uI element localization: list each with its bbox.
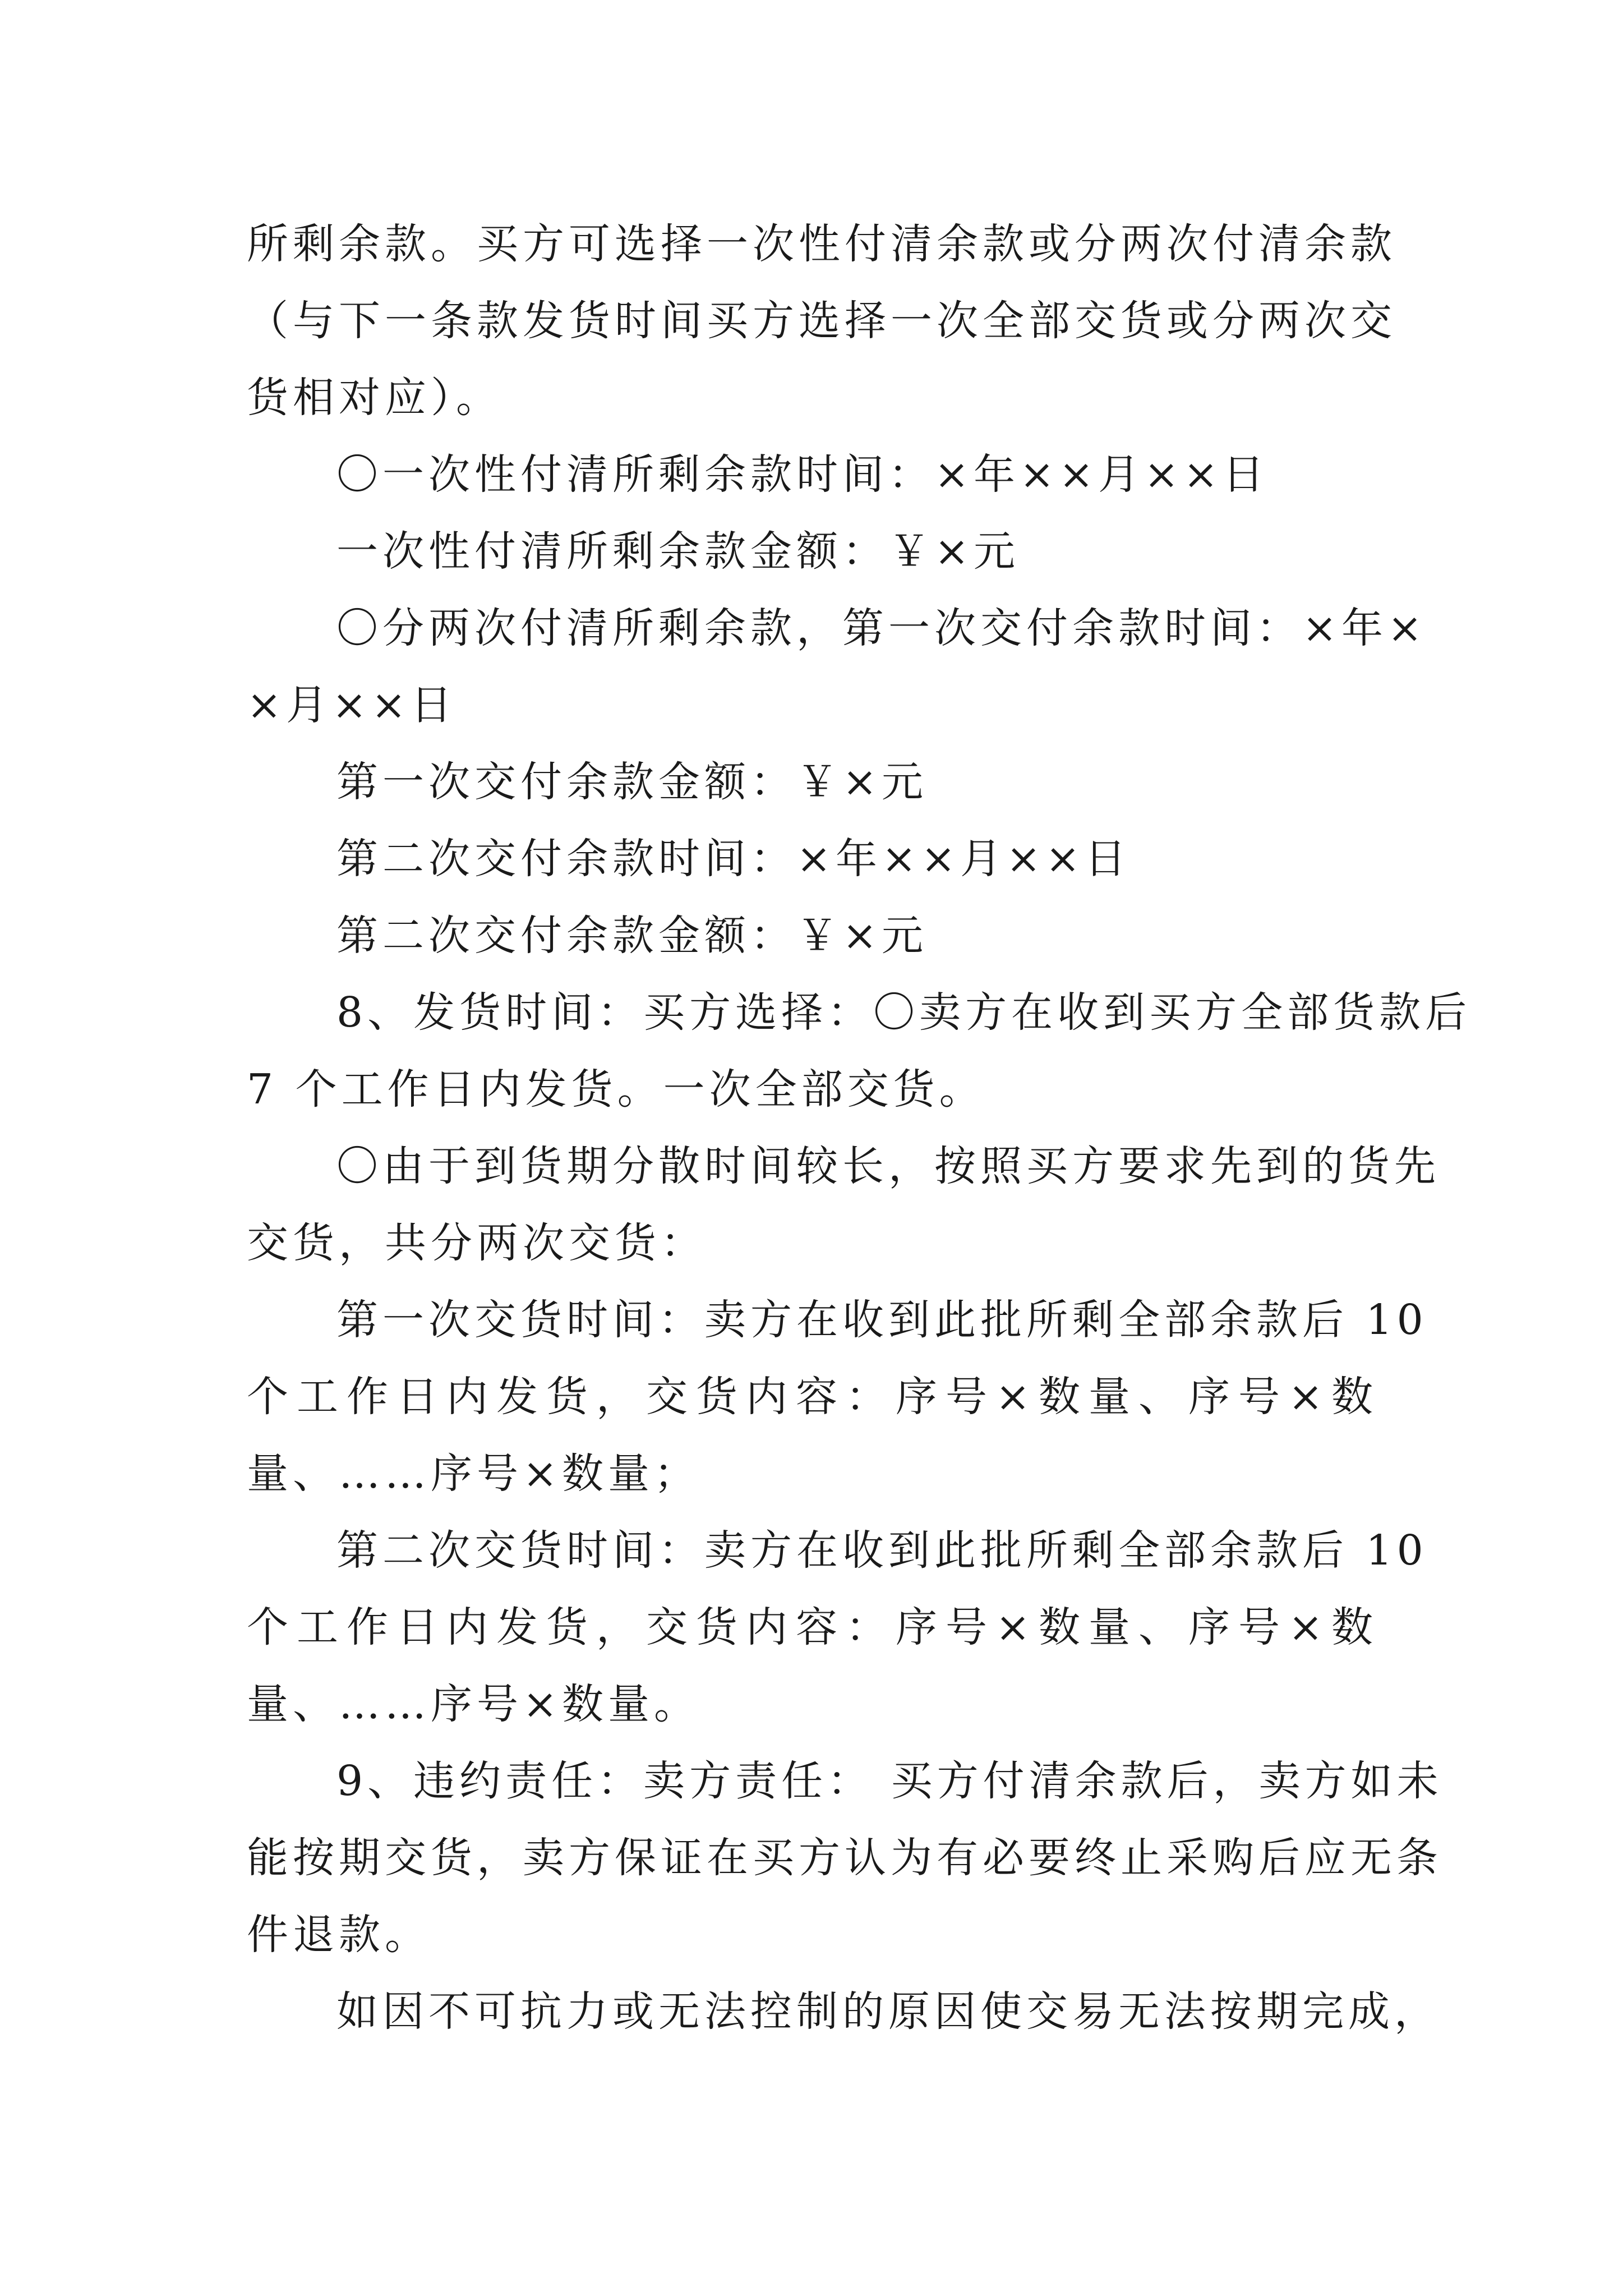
paragraph-line: 第一次交货时间：卖方在收到此批所剩全部余款后 10 (336, 1296, 1428, 1344)
paragraph-line: 一次性付清所剩余款金额：￥×元 (336, 527, 1020, 576)
paragraph-line: 9、违约责任：卖方责任： 买方付清余款后，卖方如未 (336, 1757, 1443, 1805)
paragraph-line: 个工作日内发货，交货内容：序号×数量、序号×数 (247, 1603, 1377, 1651)
paragraph-line: 个工作日内发货，交货内容：序号×数量、序号×数 (247, 1373, 1377, 1421)
paragraph-line: 货相对应）。 (247, 374, 502, 422)
paragraph-line: 第二次交付余款时间：×年××月××日 (336, 835, 1131, 883)
paragraph-line: ×月××日 (247, 681, 457, 729)
paragraph-line: 第一次交付余款金额：￥×元 (336, 758, 928, 806)
paragraph-line: 能按期交货，卖方保证在买方认为有必要终止采购后应无条 (247, 1834, 1442, 1882)
paragraph-line: 〇分两次付清所剩余款，第一次交付余款时间：×年× (336, 604, 1427, 652)
paragraph-line: （与下一条款发货时间买方选择一次全部交货或分两次交 (247, 297, 1396, 345)
paragraph-line: 量、……序号×数量。 (247, 1680, 700, 1728)
paragraph-line: 7 个工作日内发货。一次全部交货。 (247, 1065, 985, 1114)
paragraph-line: 如因不可抗力或无法控制的原因使交易无法按期完成， (336, 1987, 1440, 2036)
paragraph-line: 〇由于到货期分散时间较长，按照买方要求先到的货先 (336, 1142, 1440, 1190)
paragraph-line: 交货，共分两次交货： (247, 1219, 707, 1267)
paragraph-line: 量、……序号×数量； (247, 1450, 700, 1498)
paragraph-line: 8、发货时间：买方选择：〇卖方在收到买方全部货款后 (336, 988, 1472, 1037)
paragraph-line: 件退款。 (247, 1911, 431, 1959)
paragraph-line: 第二次交货时间：卖方在收到此批所剩全部余款后 10 (336, 1526, 1428, 1575)
paragraph-line: 〇一次性付清所剩余款时间：×年××月××日 (336, 450, 1269, 499)
paragraph-line: 所剩余款。买方可选择一次性付清余款或分两次付清余款 (247, 220, 1396, 268)
paragraph-line: 第二次交付余款金额：￥×元 (336, 912, 928, 960)
